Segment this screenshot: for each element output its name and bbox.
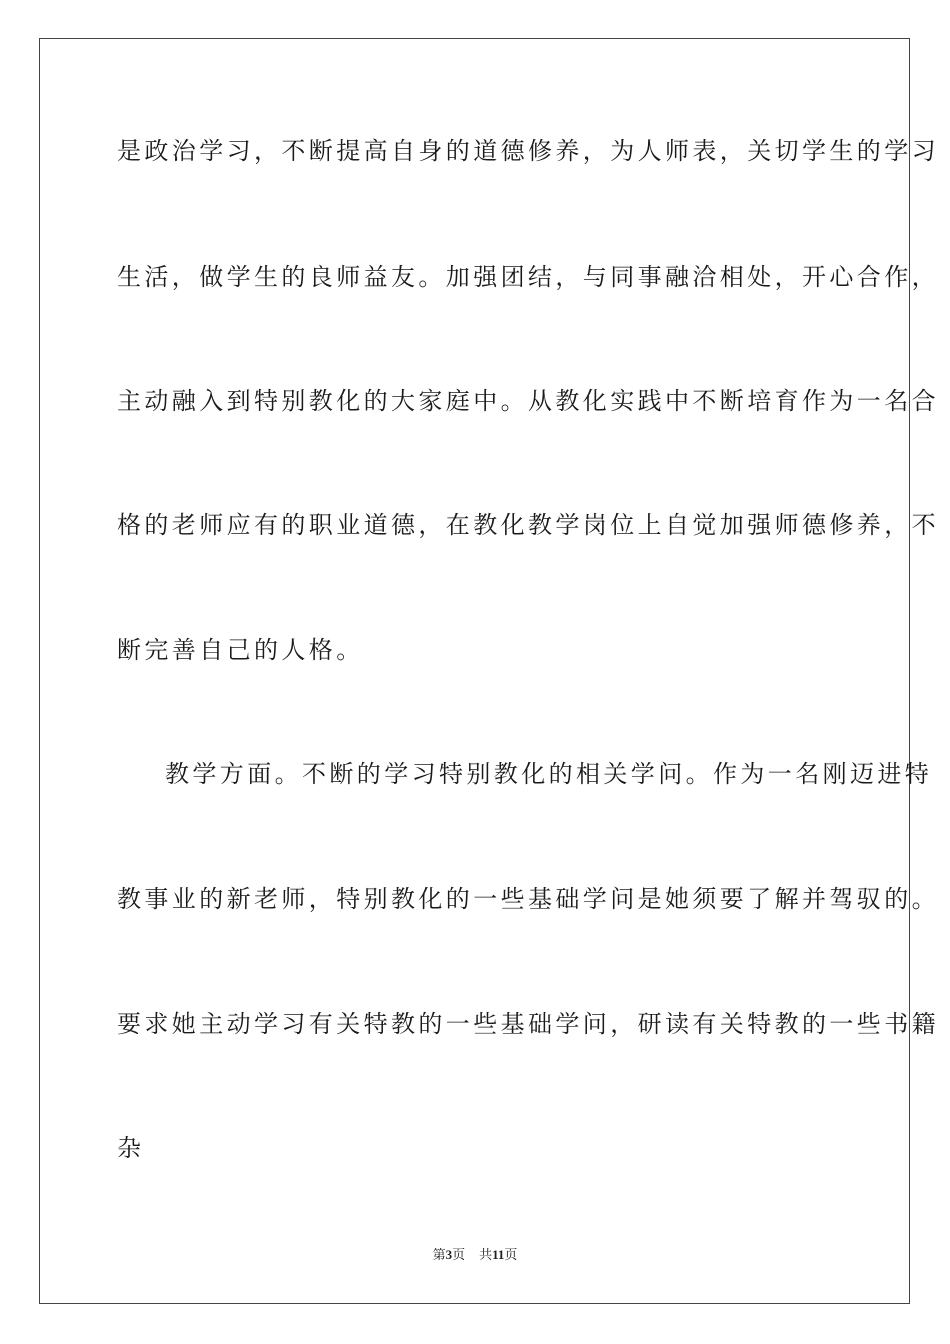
body-text-line-3: 主动融入到特别教化的大家庭中。从教化实践中不断培育作为一名合 [117,387,939,415]
body-text-line-9: 杂 [117,1134,145,1162]
body-text-line-5: 断完善自己的人格。 [117,636,364,664]
body-text-line-7: 教事业的新老师，特别教化的一些基础学问是她须要了解并驾驭的。 [117,885,939,913]
page-border [39,38,939,1304]
body-text-line-8: 要求她主动学习有关特教的一些基础学问，研读有关特教的一些书籍 [117,1010,939,1038]
body-text-line-2: 生活，做学生的良师益友。加强团结，与同事融洽相处，开心合作， [117,263,939,291]
body-text-line-6: 教学方面。不断的学习特别教化的相关学问。作为一名刚迈进特 [165,760,933,788]
footer-page-number: 3 [445,1247,453,1262]
footer-page-prefix: 第 [432,1247,446,1262]
footer-total-suffix: 页 [504,1247,518,1262]
footer-total-pages: 11 [492,1247,505,1262]
body-text-line-1: 是政治学习，不断提高自身的道德修养，为人师表，关切学生的学习 [117,137,939,165]
footer-total-prefix: 共 [479,1247,493,1262]
footer-page-suffix: 页 [452,1247,466,1262]
page-footer [0,1247,950,1263]
body-text-line-4: 格的老师应有的职业道德，在教化教学岗位上自觉加强师德修养，不 [117,511,939,539]
